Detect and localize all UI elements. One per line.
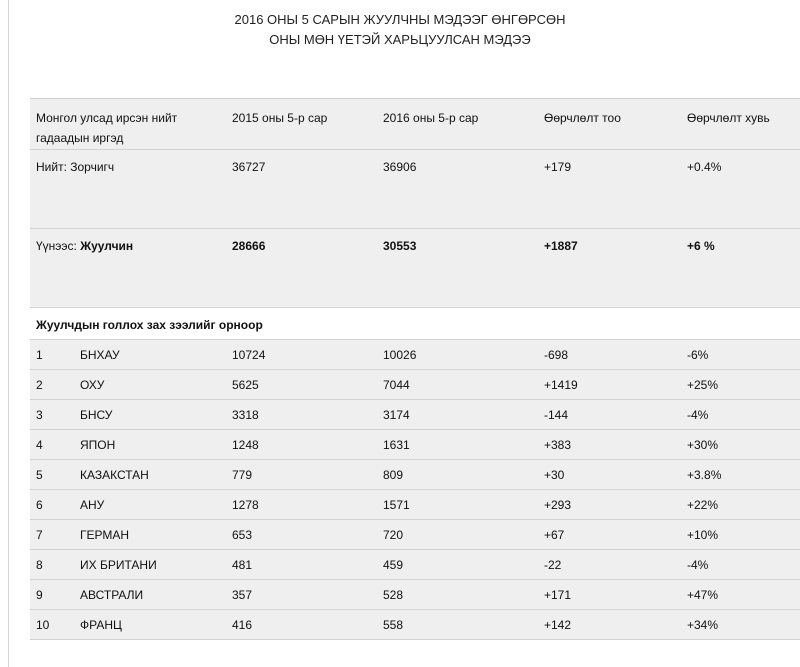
country-name: ФРАНЦ (80, 618, 122, 632)
title-line-2: ОНЫ МӨН ҮЕТЭЙ ХАРЬЦУУЛСАН МЭДЭЭ (269, 32, 531, 47)
tourists-row (30, 229, 800, 308)
table-row (30, 520, 800, 550)
row-number: 6 (36, 498, 43, 512)
total-change: +179 (544, 160, 572, 174)
change-percent: -4% (687, 558, 709, 572)
table-row (30, 610, 800, 640)
table-row (30, 460, 800, 490)
value-2016: 3174 (383, 408, 410, 422)
country-name: ОХУ (80, 378, 105, 392)
country-name: БНСУ (80, 408, 113, 422)
row-number: 7 (36, 528, 43, 542)
left-border-line (8, 0, 9, 667)
row-number: 8 (36, 558, 43, 572)
table-row (30, 340, 800, 370)
change-count: +30 (544, 468, 565, 482)
change-count: -22 (544, 558, 562, 572)
value-2015: 3318 (232, 408, 259, 422)
value-2016: 1631 (383, 438, 410, 452)
change-percent: +25% (687, 378, 719, 392)
value-2015: 653 (232, 528, 253, 542)
change-count: +171 (544, 588, 572, 602)
value-2016: 10026 (383, 348, 417, 362)
country-name: АВСТРАЛИ (80, 588, 144, 602)
table-row (30, 550, 800, 580)
change-count: +1419 (544, 378, 578, 392)
total-2015: 36727 (232, 160, 266, 174)
tourists-change: +1887 (544, 239, 578, 253)
value-2015: 779 (232, 468, 253, 482)
row-number: 9 (36, 588, 43, 602)
change-percent: +22% (687, 498, 719, 512)
change-count: +383 (544, 438, 572, 452)
tourists-2016: 30553 (383, 239, 417, 253)
change-count: -698 (544, 348, 569, 362)
tourism-table (30, 98, 800, 640)
title-line-1: 2016 ОНЫ 5 САРЫН ЖУУЛЧНЫ МЭДЭЭГ ӨНГӨРСӨН (234, 12, 566, 27)
country-name: БНХАУ (80, 348, 120, 362)
tourists-2015: 28666 (232, 239, 266, 253)
country-name: КАЗАКСТАН (80, 468, 149, 482)
value-2015: 481 (232, 558, 253, 572)
change-percent: +34% (687, 618, 719, 632)
value-2016: 528 (383, 588, 404, 602)
table-header-row (30, 99, 800, 150)
change-count: +67 (544, 528, 565, 542)
change-count: +142 (544, 618, 572, 632)
header-change-pct: Өөрчлөлт хувь (687, 111, 770, 125)
change-percent: +47% (687, 588, 719, 602)
value-2015: 416 (232, 618, 253, 632)
change-percent: +30% (687, 438, 719, 452)
row-number: 4 (36, 438, 43, 452)
country-name: ГЕРМАН (80, 528, 130, 542)
value-2015: 10724 (232, 348, 266, 362)
page-title (0, 10, 800, 50)
tourists-label-prefix: Үүнээс: (36, 239, 81, 253)
value-2016: 7044 (383, 378, 410, 392)
total-2016: 36906 (383, 160, 417, 174)
value-2016: 459 (383, 558, 404, 572)
change-count: +293 (544, 498, 572, 512)
change-count: -144 (544, 408, 569, 422)
value-2015: 357 (232, 588, 253, 602)
table-row (30, 430, 800, 460)
value-2016: 720 (383, 528, 404, 542)
row-number: 5 (36, 468, 43, 482)
total-change-pct: +0.4% (687, 160, 722, 174)
row-number: 10 (36, 618, 50, 632)
header-2016: 2016 оны 5-р сар (383, 111, 479, 125)
total-label: Нийт: Зорчигч (36, 160, 115, 174)
row-number: 1 (36, 348, 43, 362)
change-percent: +3.8% (687, 468, 722, 482)
tourists-label-main: Жуулчин (80, 239, 134, 253)
table-row (30, 370, 800, 400)
section-title: Жуулчдын голлох зах зээлийг орноор (36, 318, 263, 332)
section-header-row (30, 308, 800, 340)
tourists-change-pct: +6 % (687, 239, 715, 253)
header-2015: 2015 оны 5-р сар (232, 111, 328, 125)
value-2015: 5625 (232, 378, 259, 392)
change-percent: +10% (687, 528, 719, 542)
value-2016: 1571 (383, 498, 410, 512)
row-number: 3 (36, 408, 43, 422)
total-row (30, 150, 800, 229)
table-row (30, 580, 800, 610)
change-percent: -4% (687, 408, 709, 422)
table-row (30, 400, 800, 430)
country-name: ЯПОН (80, 438, 116, 452)
header-change: Өөрчлөлт тоо (544, 111, 621, 125)
tourists-label (36, 238, 133, 254)
table-row (30, 490, 800, 520)
header-visitors: Монгол улсад ирсэн нийт гадаадын иргэд (36, 111, 178, 145)
country-name: АНУ (80, 498, 105, 512)
value-2015: 1278 (232, 498, 259, 512)
change-percent: -6% (687, 348, 709, 362)
value-2016: 809 (383, 468, 404, 482)
value-2015: 1248 (232, 438, 259, 452)
value-2016: 558 (383, 618, 404, 632)
country-name: ИХ БРИТАНИ (80, 558, 157, 572)
row-number: 2 (36, 378, 43, 392)
